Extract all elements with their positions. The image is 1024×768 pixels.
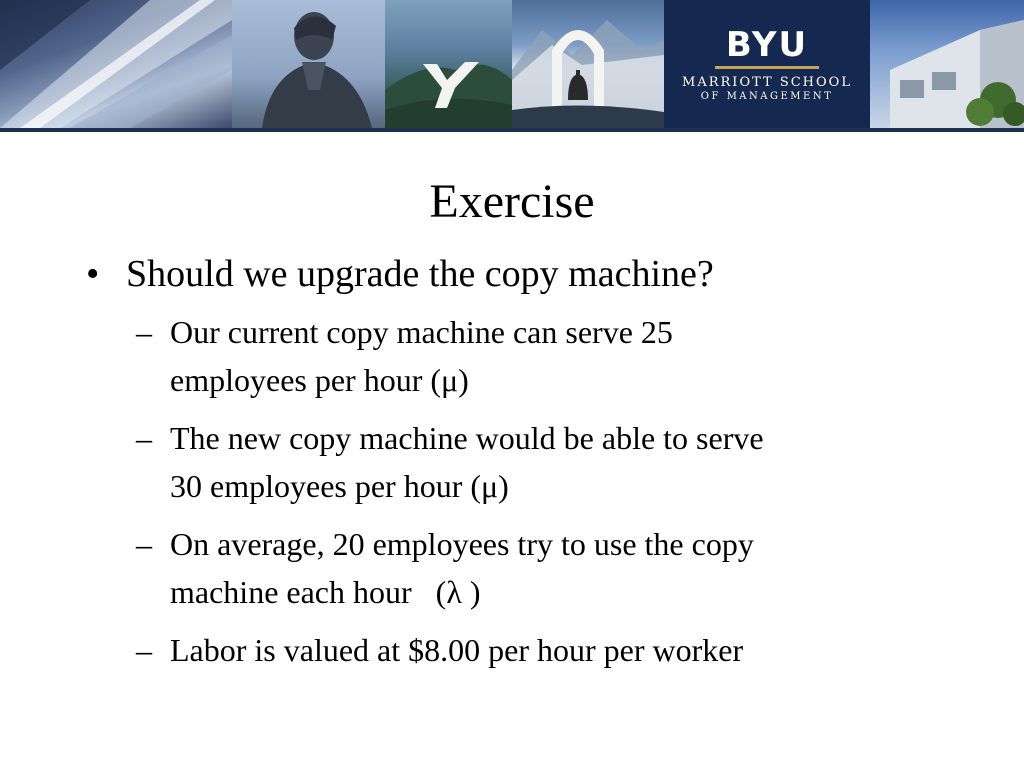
sub-bullet-text: On average, 20 employees try to use the copy — [170, 526, 754, 562]
sub-bullet-text: machine each hour (λ ) — [170, 574, 481, 610]
sub-bullet-text: Our current copy machine can serve 25 — [170, 314, 673, 350]
banner-photo-statue — [232, 0, 385, 128]
banner-photo-building — [0, 0, 232, 128]
sub-bullet-item — [86, 520, 966, 616]
logo-school-name: MARRIOTT SCHOOL — [682, 75, 852, 90]
byu-marriott-logo — [664, 0, 870, 128]
sub-bullet-text: employees per hour (μ) — [170, 362, 469, 398]
logo-block — [664, 0, 870, 128]
logo-management: OF MANAGEMENT — [700, 91, 834, 102]
logo-gold-rule — [715, 66, 819, 69]
banner-photo-y-mountain — [385, 0, 512, 128]
bullet-text: Should we upgrade the copy machine? — [126, 253, 714, 295]
slide-title: Exercise — [429, 175, 595, 228]
y-mountain-image — [385, 0, 512, 128]
sub-bullet-marker: – — [136, 420, 152, 456]
bullet-marker: • — [86, 253, 100, 295]
sub-bullet-item — [86, 308, 966, 404]
sub-bullet-text: Labor is valued at $8.00 per hour per worker — [170, 632, 744, 668]
sub-bullet-text: 30 employees per hour (μ) — [170, 468, 509, 504]
header-banner — [0, 0, 1024, 128]
bell-tower-image — [512, 0, 664, 128]
banner-photo-modern-building — [870, 0, 1024, 128]
sub-bullet-item — [86, 626, 966, 674]
sub-bullet-marker: – — [136, 314, 152, 350]
sub-bullet-marker: – — [136, 526, 152, 562]
banner-photo-bell-tower — [512, 0, 664, 128]
sub-bullet-text: The new copy machine would be able to serve — [170, 420, 764, 456]
bullet-item — [86, 250, 966, 298]
statue-image — [232, 0, 385, 128]
sub-bullet-marker: – — [136, 632, 152, 668]
bullet-list — [86, 250, 966, 674]
building-image — [0, 0, 232, 128]
banner-divider — [0, 128, 1024, 132]
sub-bullet-item — [86, 414, 966, 510]
byu-logo-text: BYU — [725, 25, 809, 65]
modern-building-image — [870, 0, 1024, 128]
